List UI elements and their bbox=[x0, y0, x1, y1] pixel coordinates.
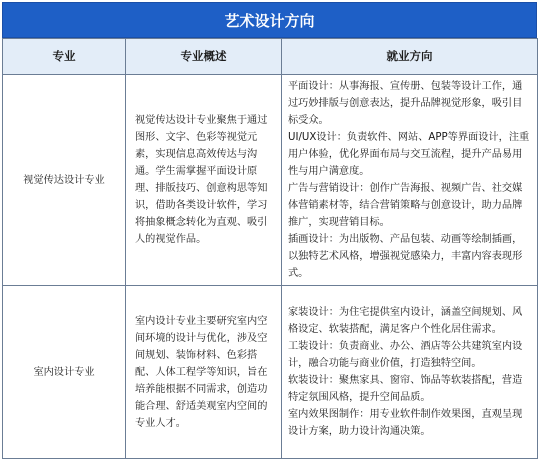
career-direction-item: 软装设计：聚焦家具、窗帘、饰品等软装搭配，营造特定氛围风格，提升空间品质。 bbox=[288, 375, 523, 403]
header-directions: 就业方向 bbox=[282, 39, 538, 75]
career-direction-item: 室内效果图制作：用专业软件制作效果图，直观呈现设计方案，助力设计沟通决策。 bbox=[288, 409, 523, 437]
table-row bbox=[3, 75, 538, 286]
career-direction-item: 广告与营销设计：创作广告海报、视频广告、社交媒体营销素材等，结合营销策略与创意设计，助力品牌推广，实现营销目标。 bbox=[288, 183, 523, 228]
major-table bbox=[2, 38, 538, 459]
career-directions bbox=[282, 75, 538, 286]
art-design-table-card bbox=[2, 2, 537, 440]
table-header-row bbox=[3, 39, 538, 75]
career-direction-item: 家装设计：为住宅提供室内设计，涵盖空间规划、风格设定、软装搭配，满足客户个性化居住需求。 bbox=[288, 307, 523, 335]
major-name: 视觉传达设计专业 bbox=[3, 75, 126, 286]
header-major: 专业 bbox=[3, 39, 126, 75]
major-overview: 室内设计专业主要研究室内空间环境的设计与优化，涉及空间规划、装饰材料、色彩搭配、人体工程学等知识，旨在培养能根据不同需求，创造功能合理、舒适美观室内空间的专业人才。 bbox=[126, 286, 282, 459]
career-directions bbox=[282, 286, 538, 459]
major-overview: 视觉传达设计专业聚焦于通过图形、文字、色彩等视觉元素，实现信息高效传达与沟通。学生需掌握平面设计原理、排版技巧、创意构思等知识，借助各类设计软件，学习将抽象概念转化为直观、吸引人的视觉作品。 bbox=[126, 75, 282, 286]
career-direction-item: 平面设计：从事海报、宣传册、包装等设计工作，通过巧妙排版与创意表达，提升品牌视觉形象，吸引目标受众。 bbox=[288, 81, 523, 126]
table-title: 艺术设计方向 bbox=[2, 2, 537, 38]
major-name: 室内设计专业 bbox=[3, 286, 126, 459]
table-row bbox=[3, 286, 538, 459]
career-direction-item: 工装设计：负责商业、办公、酒店等公共建筑室内设计，融合功能与商业价值，打造独特空间。 bbox=[288, 341, 523, 369]
career-direction-item: UI/UX设计：负责软件、网站、APP等界面设计，注重用户体验，优化界面布局与交互流程，提升产品易用性与用户满意度。 bbox=[288, 132, 530, 177]
header-overview: 专业概述 bbox=[126, 39, 282, 75]
career-direction-item: 插画设计：为出版物、产品包装、动画等绘制插画，以独特艺术风格，增强视觉感染力，丰富内容表现形式。 bbox=[288, 234, 523, 279]
